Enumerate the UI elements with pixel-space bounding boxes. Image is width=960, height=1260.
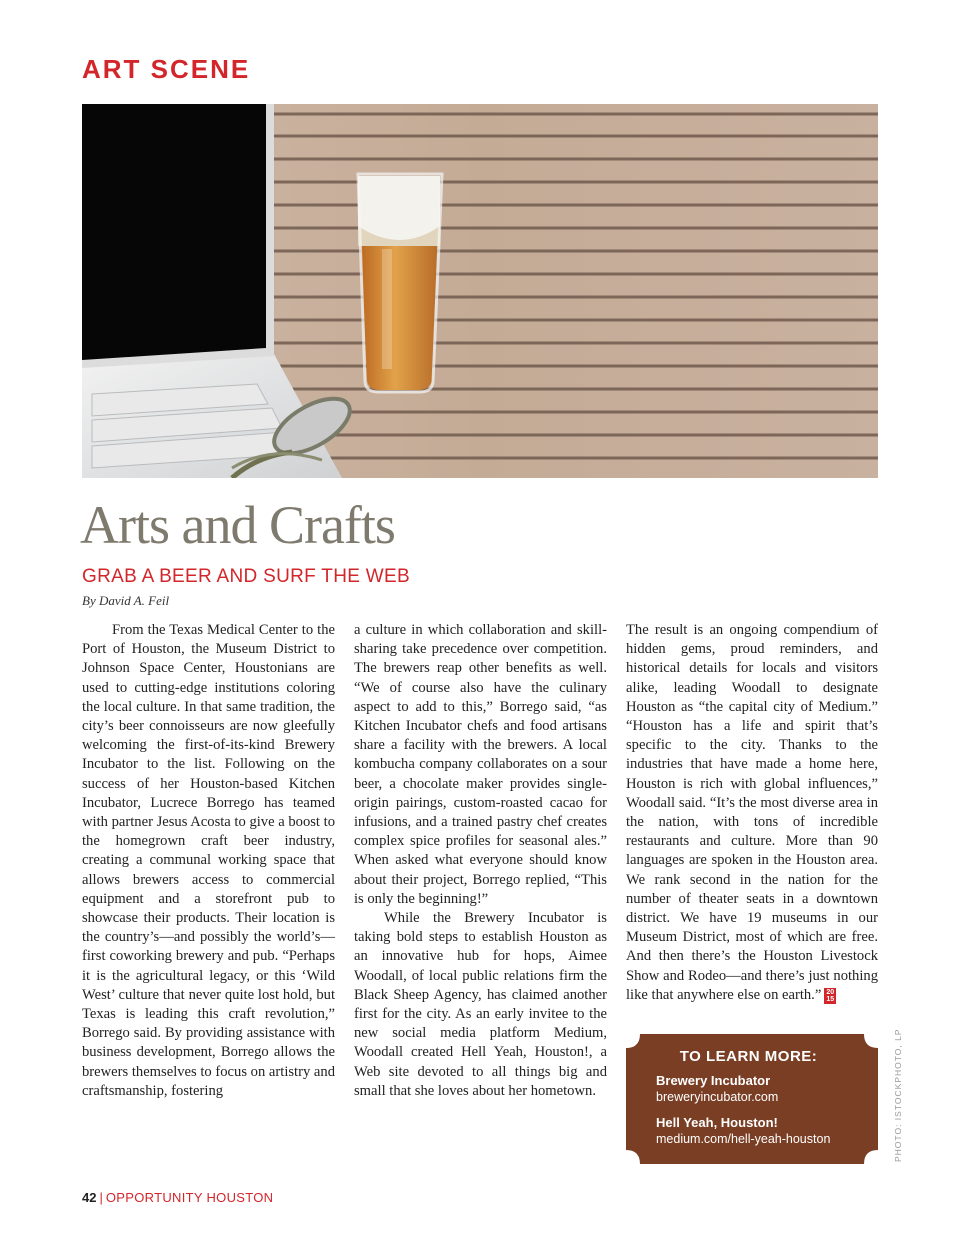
paragraph: While the Brewery Incubator is taking bold steps to establish Houston as an innovative hub for hops, Aimee Woodall, of local public relations firm the Black Sheep Agency, has claimed another first for the city. As an early invitee to the new social media platform Medium, Woodall created Hell Yeah, Houston!, a Web site devoted to all things big and small that she loves about her hometown. — [354, 910, 607, 1099]
footer-separator: | — [99, 1190, 103, 1205]
photo-credit: PHOTO: ISTOCKPHOTO, LP — [893, 1028, 903, 1162]
article-title: Arts and Crafts — [80, 495, 395, 555]
page-footer — [82, 1190, 273, 1205]
article-column-3 — [626, 621, 878, 1005]
article-byline: By David A. Feil — [82, 593, 170, 608]
learn-more-heading: TO LEARN MORE: — [679, 1048, 818, 1065]
resource-name: Brewery Incubator — [656, 1073, 771, 1088]
publication-name: OPPORTUNITY HOUSTON — [105, 1190, 274, 1205]
hero-photo — [82, 104, 878, 478]
beer-glass-icon — [358, 174, 442, 392]
paragraph: a culture in which collaboration and skill-sharing take precedence over competition. The brewers reap other benefits as well. “We of course also have the culinary aspect to add to this,” Borrego said, “as Kitchen Incubator chefs and food artisans share a facility with the brewers. A local kombucha company collaborates on a sour beer, a chocolate maker provides single-origin pairings, custom-roasted cacao for infusions, and a trained pastry chef creates complex spice profiles for seasonal ales.” When asked what everyone should know about their project, Borrego replied, “This is only the beginning!” — [354, 622, 607, 907]
paragraph-text: The result is an ongoing compendium of hidden gems, proud reminders, and historical details for locals and visitors alike, leading Woodall to designate Houston as “the capital city of Medium.” “Houston has a life and spirit that’s specific to the city. Thanks to the industries that have made a home here, Houston is rich with global influences,” Woodall said. “It’s the most diverse area in the nation, with tons of incredible restaurants and culture. More than 90 languages are spoken in the Houston area. We rank second in the nation for the number of theater seats in a downtown district. We have 19 museums in our Museum District, most of which are free. And then there’s the Houston Livestock Show and Rodeo—and there’s just nothing like that anywhere else on earth.” — [626, 622, 878, 1003]
paragraph — [626, 621, 878, 1005]
article-subtitle: GRAB A BEER AND SURF THE WEB — [82, 566, 410, 587]
article-column-2 — [354, 621, 607, 1101]
end-mark-bottom: 15 — [826, 995, 835, 1003]
resource-link[interactable]: breweryincubator.com — [656, 1090, 779, 1104]
resource-name: Hell Yeah, Houston! — [656, 1115, 778, 1130]
learn-more-box — [626, 1034, 878, 1164]
end-mark-icon — [824, 988, 836, 1004]
hero-illustration — [82, 104, 878, 478]
section-label: ART SCENE — [82, 54, 251, 84]
resource-link[interactable]: medium.com/hell-yeah-houston — [656, 1132, 831, 1146]
page-number: 42 — [82, 1190, 97, 1205]
learn-more-content — [656, 1048, 871, 1157]
end-mark-top: 20 — [826, 988, 835, 996]
paragraph: From the Texas Medical Center to the Port of Houston, the Museum District to Johnson Space Center, Houstonians are used to cutting-edge institutions coloring the local culture. In that same tradition, the city’s beer connoisseurs are now gleefully welcoming the first-of-its-kind Brewery Incubator to the list. Following on the success of her Houston-based Kitchen Incubator, Lucrece Borrego has teamed with partner Jesus Acosta to give a boost to the homegrown craft beer industry, creating a communal working space that allows brewers access to commercial equipment and a storefront pub to showcase their products. Their location is the country’s—and possibly the world’s—first coworking brewery and pub. “Perhaps it is the agricultural legacy, or this ‘Wild West’ culture that never quite lost hold, but Texas is leading this craft revolution,” Borrego said. By providing assistance with business development, Borrego allows the brewers themselves to focus on artistry and craftsmanship, fostering — [82, 622, 335, 1099]
article-column-1 — [82, 621, 335, 1101]
